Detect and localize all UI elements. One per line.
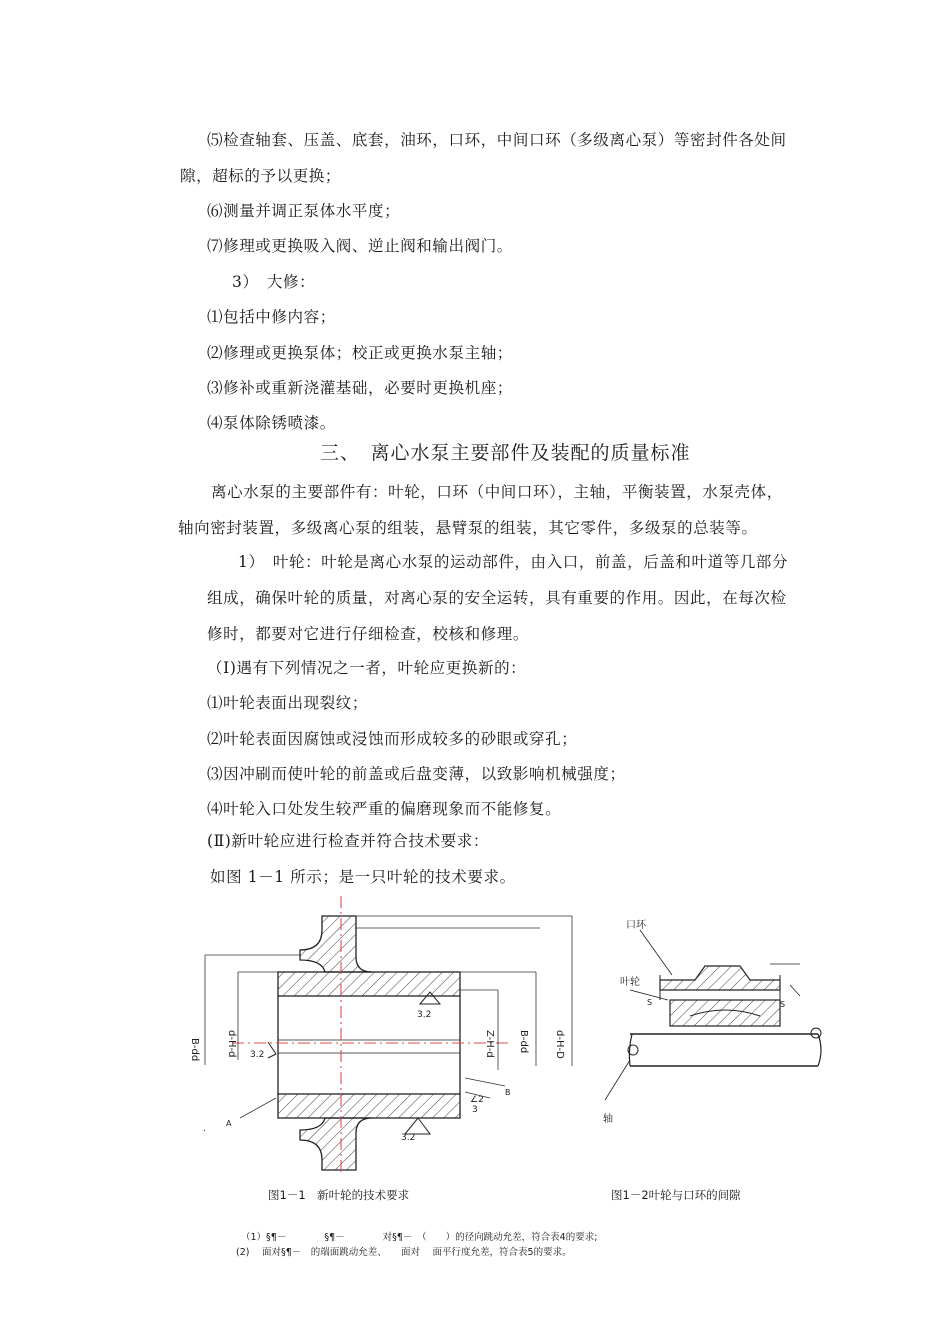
overhaul-item-3: ⑶修补或重新浇灌基础，必要时更换机座； <box>207 379 513 397</box>
clearance-s-left: S <box>647 998 653 1007</box>
overhaul-item-4: ⑷泵体除锈喷漆。 <box>207 414 336 432</box>
section-title: 三、 离心水泵主要部件及装配的质量标准 <box>320 442 691 464</box>
footnote-2: (2) 面对§¶－ 的端面跳动允差、 面对 面平行度允差，符合表5的要求。 <box>236 1247 572 1258</box>
disc-bottom <box>300 1118 372 1170</box>
svg-text:B-dd: B-dd <box>518 1030 529 1054</box>
svg-text:d-H-d: d-H-d <box>226 1030 237 1058</box>
para-5-line-2: 隙，超标的予以更换； <box>180 167 342 185</box>
case-1-item-3: ⑶因冲刷而使叶轮的前盖或后盘变薄，以致影响机械强度； <box>207 765 626 783</box>
impeller-line-1: 1） 叶轮：叶轮是离心水泵的运动部件，由入口，前盖，后盖和叶道等几部分 <box>238 553 789 571</box>
para-5-line-1: ⑸检查轴套、压盖、底套，油环，口环，中间口环（多级离心泵）等密封件各处间 <box>207 131 787 149</box>
clearance-s-right: S <box>780 1000 786 1009</box>
intro-line-1: 离心水泵的主要部件有：叶轮，口环（中间口环），主轴，平衡装置，水泵壳体， <box>211 483 783 501</box>
hub-bottom-section <box>278 1094 460 1118</box>
figure-1-caption: 图1－1 新叶轮的技术要求 <box>268 1188 410 1202</box>
overhaul-heading: 3） 大修： <box>232 273 316 291</box>
case-1-item-1: ⑴叶轮表面出现裂纹； <box>207 694 369 712</box>
svg-text:B-dd: B-dd <box>189 1038 200 1062</box>
para-7: ⑺修理或更换吸入阀、逆止阀和输出阀门。 <box>207 237 513 255</box>
impeller-line-3: 修时，都要对它进行仔细检查，校核和修理。 <box>207 625 530 643</box>
stray-mark: . <box>203 1124 206 1134</box>
datum-label-a: A <box>226 1119 232 1128</box>
ring-label: 口环 <box>626 920 646 931</box>
disc-top <box>300 916 372 972</box>
svg-text:Z-H-d: Z-H-d <box>484 1030 495 1058</box>
figure-reference: 如图 1－1 所示；是一只叶轮的技术要求。 <box>210 868 516 886</box>
case-2-heading: (Ⅱ)新叶轮应进行检查并符合技术要求： <box>207 832 490 850</box>
overhaul-item-1: ⑴包括中修内容； <box>207 308 336 326</box>
para-6: ⑹测量并调正泵体水平度； <box>207 202 401 220</box>
svg-text:∠2: ∠2 <box>470 1095 484 1105</box>
hub-top-section <box>278 972 460 996</box>
figure-2-caption: 图1－2叶轮与口环的间隙 <box>611 1188 741 1202</box>
datum-label-b: B <box>505 1088 511 1097</box>
roughness-label-left: 3.2 <box>250 1050 265 1060</box>
case-1-item-4: ⑷叶轮入口处发生较严重的偏磨现象而不能修复。 <box>207 800 562 818</box>
footnote-1: （1）§¶－ §¶－ 对§¶－ （ ）的径向跳动允差，符合表4的要求; <box>241 1232 598 1243</box>
roughness-label-bottom: 3.2 <box>401 1133 416 1143</box>
intro-line-2: 轴向密封装置，多级离心泵的组装，悬臂泵的组装，其它零件，多级泵的总装等。 <box>178 519 758 537</box>
clearance-drawing <box>605 930 821 1100</box>
svg-text:d-H-D: d-H-D <box>554 1030 565 1059</box>
roughness-label-top: 3.2 <box>417 1010 432 1020</box>
overhaul-item-2: ⑵修理或更换泵体；校正或更换水泵主轴； <box>207 344 513 362</box>
impeller-line-2: 组成，确保叶轮的质量，对离心泵的安全运转，具有重要的作用。因此，在每次检 <box>207 589 787 607</box>
svg-text:3: 3 <box>472 1105 478 1115</box>
shaft-label: 轴 <box>603 1114 613 1125</box>
impeller-label: 叶轮 <box>620 977 640 988</box>
case-1-item-2: ⑵叶轮表面因腐蚀或浸蚀而形成较多的砂眼或穿孔； <box>207 730 578 748</box>
case-1-heading: （Ⅰ)遇有下列情况之一者，叶轮应更换新的： <box>207 659 527 677</box>
